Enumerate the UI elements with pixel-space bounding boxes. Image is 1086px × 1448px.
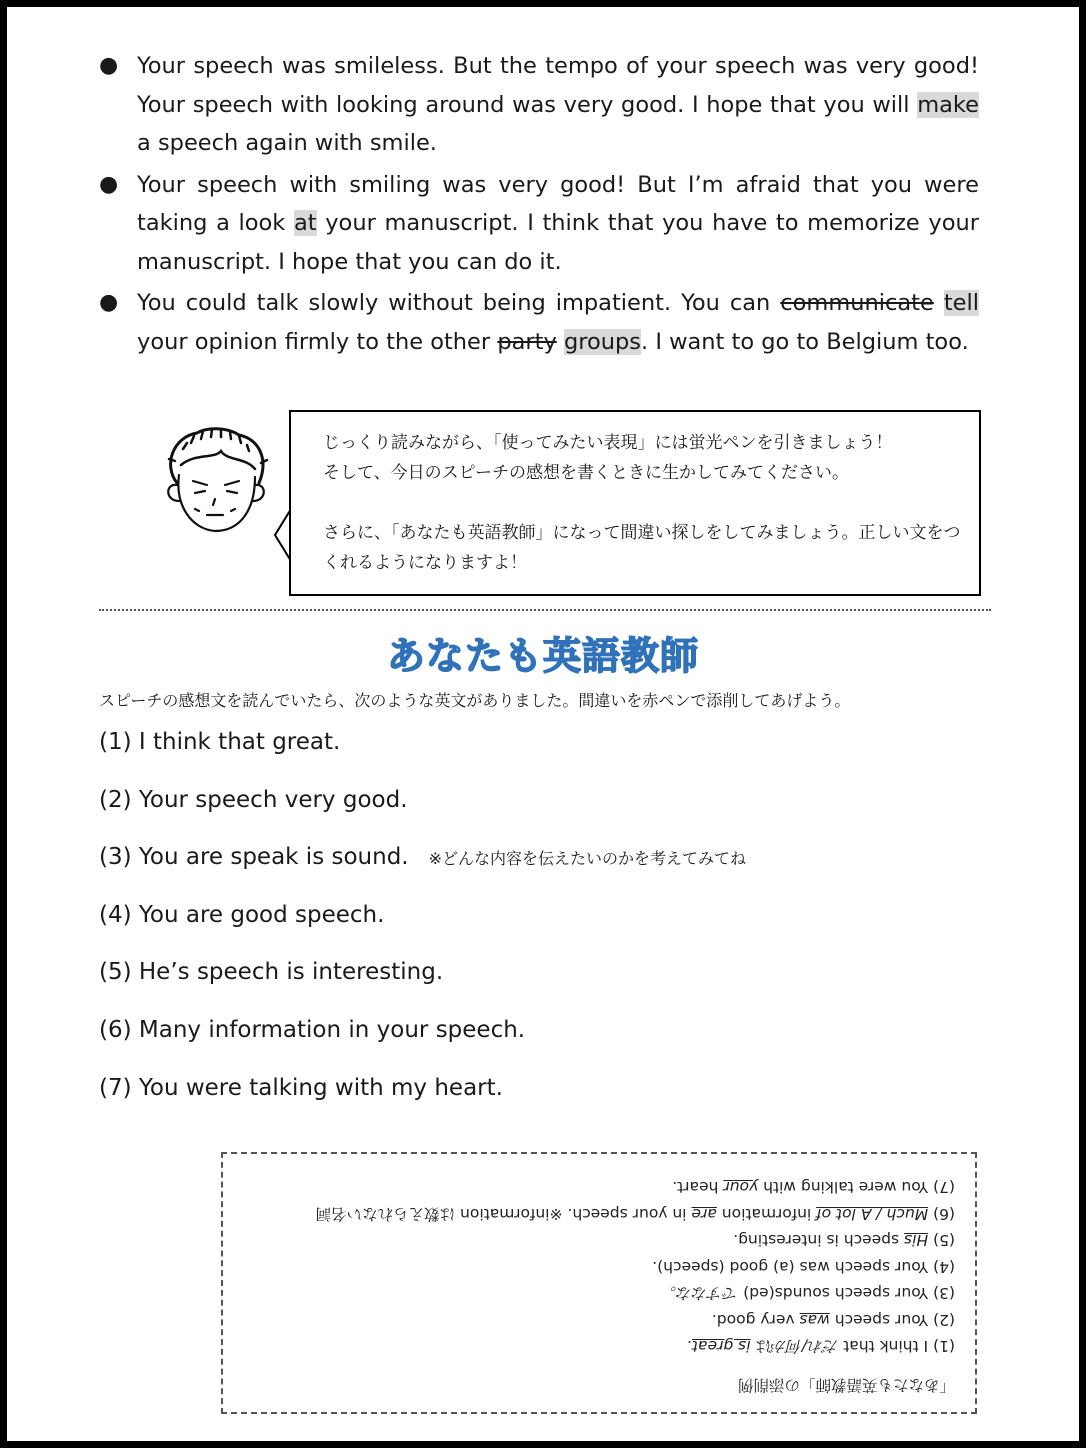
answer-line-5: (5) His speech is interesting. — [733, 1231, 955, 1250]
correction-problems — [99, 715, 979, 1118]
feedback-comments — [99, 47, 979, 364]
struck-word: communicate — [780, 290, 934, 316]
feedback-comment-1: ● Your speech was smileless. But the tempo of your speech was very good! Your speech with looking around was very good. I hope that you will make a speech again with smile. — [99, 47, 979, 163]
section-title: あなたも英語教師 — [386, 634, 699, 678]
answer-key-upside-down — [221, 1152, 977, 1414]
hint-note: ※どんな内容を伝えたいのかを考えてみてね — [428, 849, 747, 869]
highlighted-word: make — [917, 91, 979, 118]
dotted-divider — [99, 609, 991, 611]
feedback-comment-3: ● You could talk slowly without being impatient. You can communicate tell your opinion firmly to the other party groups. I want to go to Belgium too. — [99, 284, 979, 361]
answer-line-4: (4) Your speech was (a) good (speech). — [652, 1258, 955, 1276]
problem-item: (6) Many information in your speech. — [99, 1016, 526, 1043]
bullet-icon: ● — [99, 171, 119, 197]
answer-line-2: (2) Your speech was very good. — [711, 1311, 955, 1329]
speech-bubble — [289, 410, 981, 596]
problem-item: (1) I think that great. — [99, 729, 341, 755]
problem-item: (4) You are good speech. — [99, 901, 385, 928]
bubble-text-3: さらに、「あなたも英語教師」になって間違い探しをしてみましょう。正しい文をつくれるようになりますよ！ — [323, 523, 961, 573]
answer-line-3: (3) Your speech sounds(ed) ですなな。 — [660, 1284, 955, 1303]
answer-key-title: 「あなたも英語教師」の添削例 — [737, 1376, 955, 1394]
answer-line-6: (6) Much / A lot of information are in your speech. ※information は数えられない名詞 — [315, 1205, 955, 1223]
bubble-text-1: じっくり読みながら、「使ってみたい表現」には蛍光ペンを引きましょう！ — [323, 433, 893, 453]
boy-face-illustration — [155, 425, 275, 540]
struck-word: party — [497, 328, 557, 355]
highlighted-word: tell — [943, 290, 979, 316]
bullet-icon: ● — [99, 53, 119, 78]
highlighted-word: at — [293, 210, 317, 236]
problem-item: (2) Your speech very good. — [99, 786, 408, 813]
bullet-icon: ● — [99, 290, 119, 315]
bubble-text-2: そして、今日のスピーチの感想を書くときに生かしてみてください。 — [323, 463, 849, 483]
answer-line-7: (7) You were talking with your heart. — [672, 1178, 955, 1197]
problem-item: (3) You are speak is sound. ※どんな内容を伝えたいのかを考えてみてね — [99, 844, 747, 871]
instruction-text: スピーチの感想文を読んでいたら、次のような英文がありました。間違いを赤ペンで添削してあげよう。 — [99, 691, 851, 710]
highlighted-word: groups — [563, 328, 642, 355]
problem-item: (5) He’s speech is interesting. — [99, 959, 444, 986]
problem-item: (7) You were talking with my heart. — [99, 1074, 503, 1101]
feedback-comment-2: ● Your speech with smiling was very good! But I’m afraid that you were taking a look at your manuscript. I think that you have to memorize your manuscript. I hope that you can do it. — [99, 166, 979, 282]
answer-line-1: (1) I think that だれ/何がは is great. — [687, 1337, 955, 1356]
